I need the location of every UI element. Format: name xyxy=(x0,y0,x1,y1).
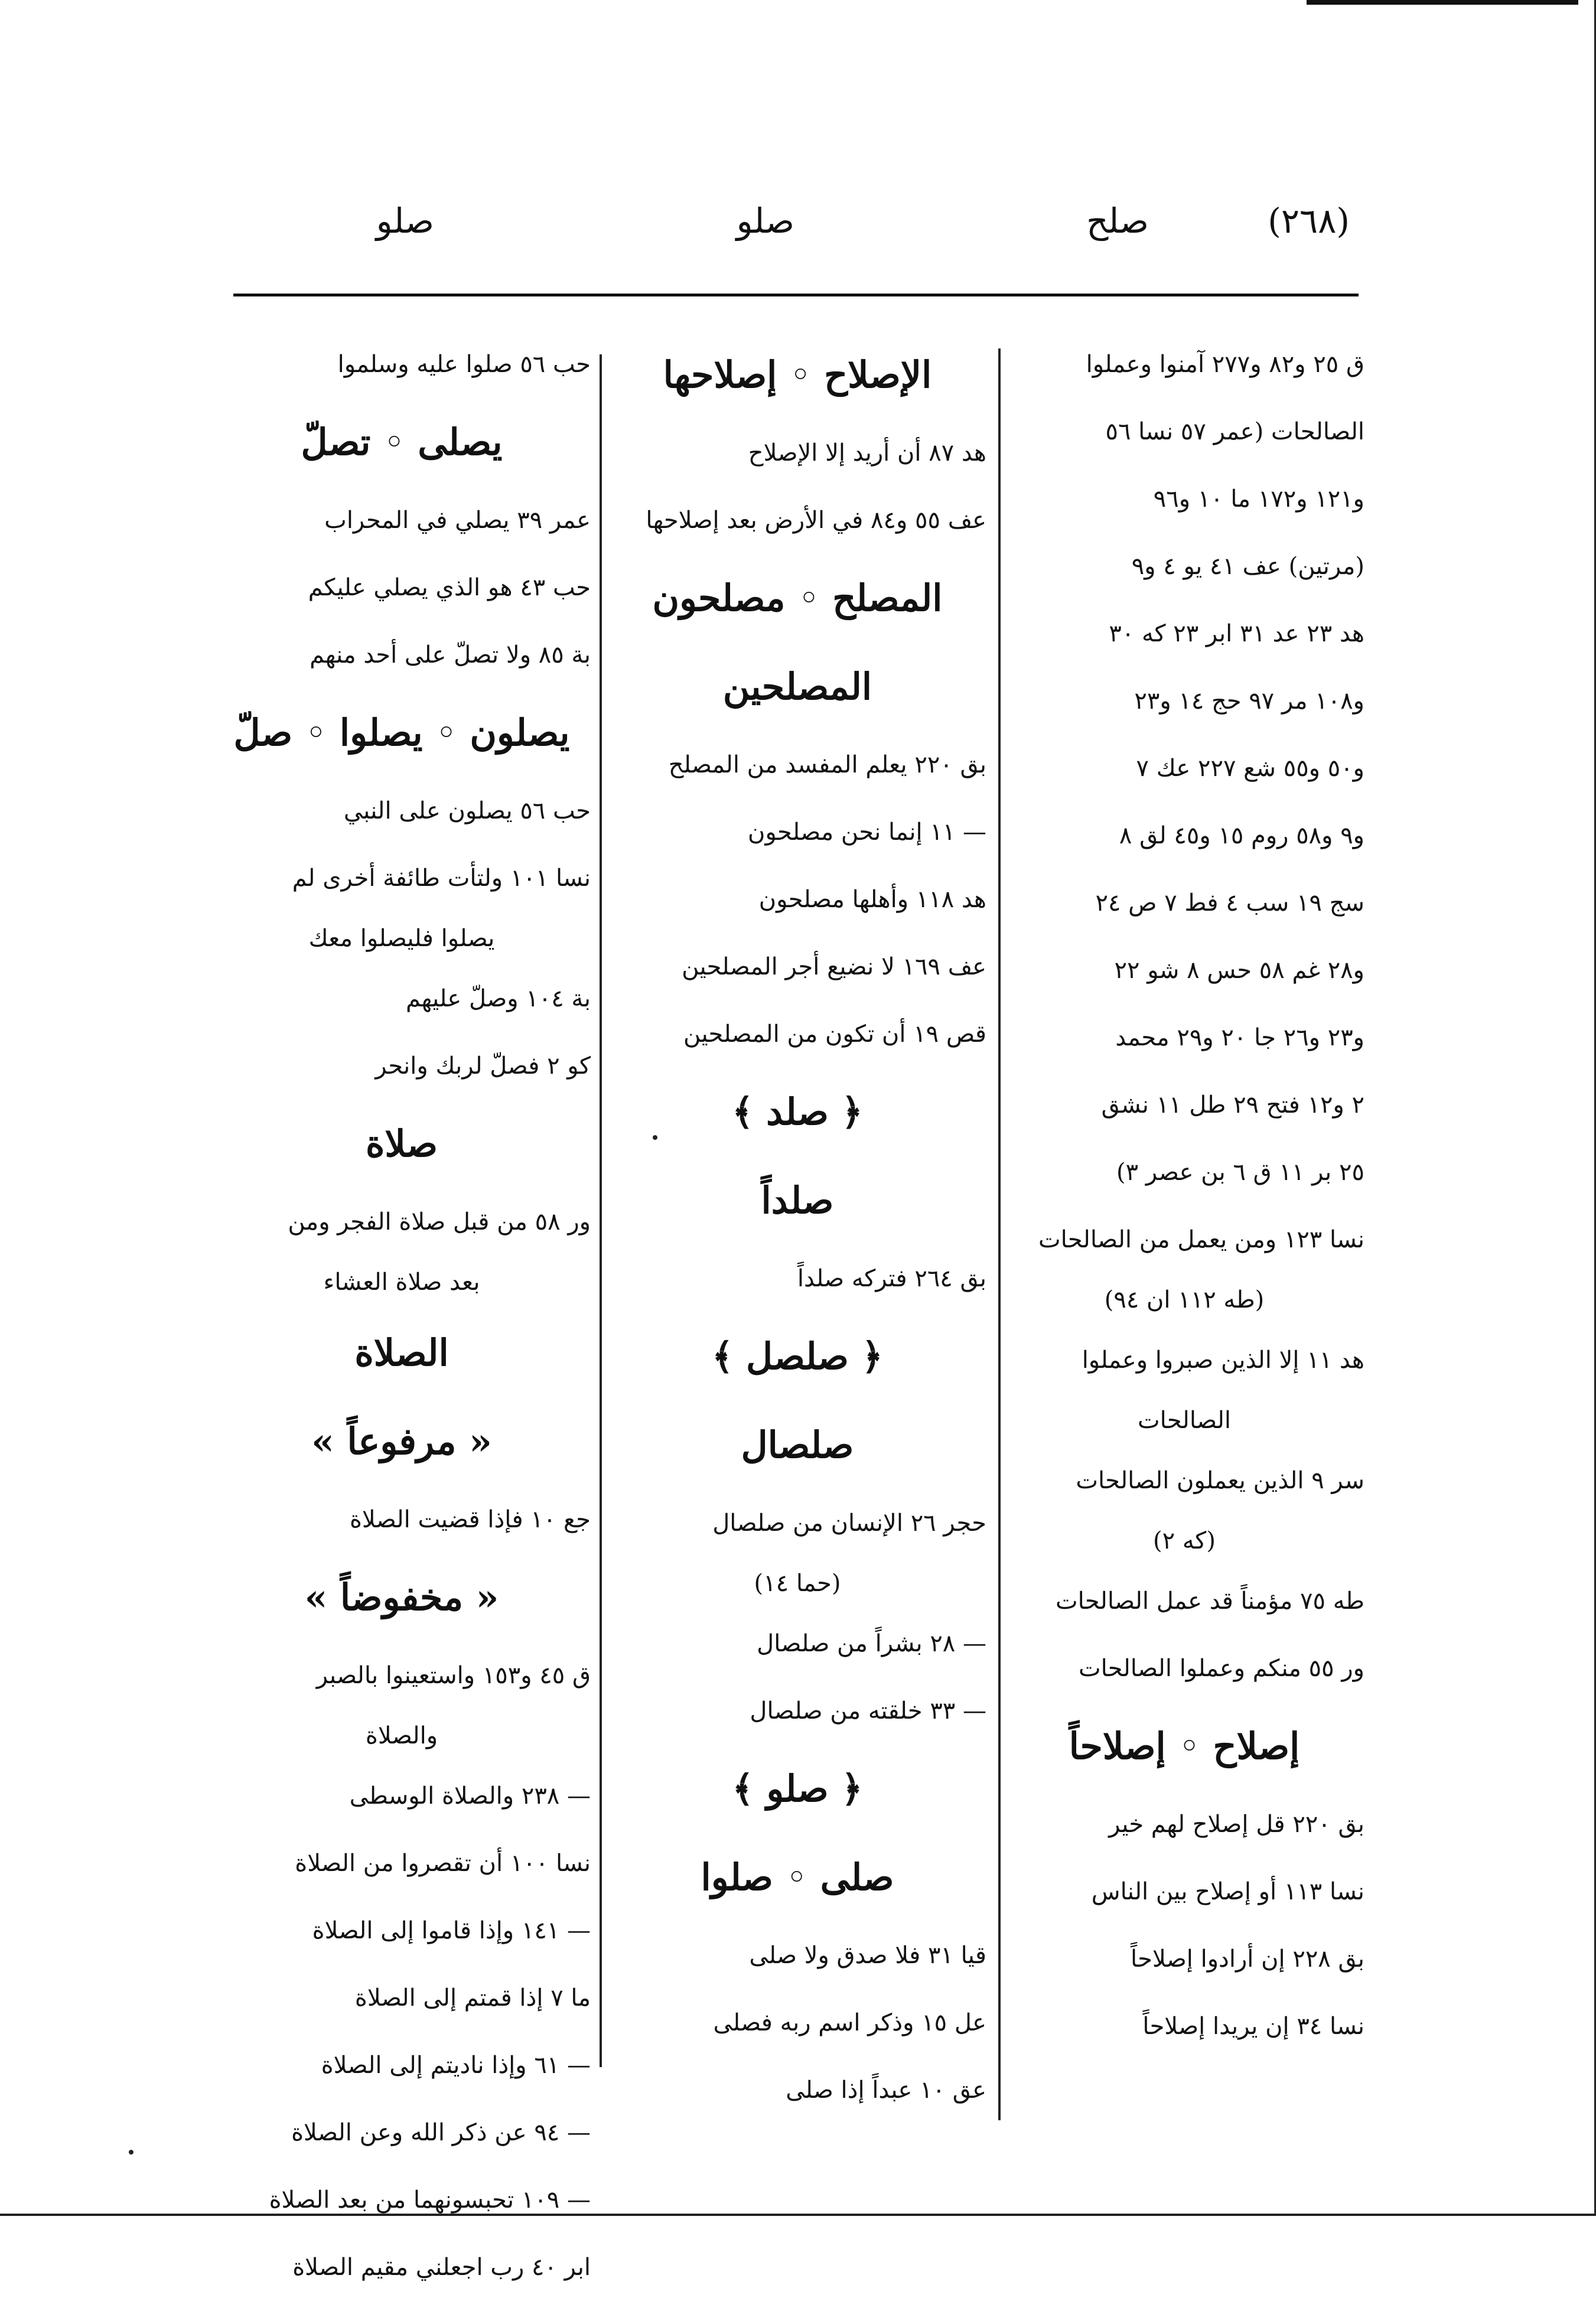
entry-line: ق ٢٥ و٨٢ و٢٧٧ آمنوا وعملوا xyxy=(1086,351,1364,378)
entry-line: قيا ٣١ فلا صدق ولا صلى xyxy=(749,1942,986,1969)
entry-heading: ﴿ صلد ﴾ xyxy=(732,1090,863,1133)
entry-line: حب ٥٦ صلوا عليه وسلموا xyxy=(337,351,591,378)
entry-line: هد ٢٣ عد ٣١ ابر ٢٣ كه ٣٠ xyxy=(1109,620,1364,647)
stray-dot xyxy=(653,1135,657,1140)
page-header xyxy=(233,201,1356,272)
entry-line: عف ١٦٩ لا نضيع أجر المصلحين xyxy=(682,953,986,980)
entry-continuation: بعد صلاة العشاء xyxy=(323,1269,480,1296)
entry-continuation: والصلاة xyxy=(365,1722,438,1749)
column-left xyxy=(213,331,591,2301)
entry-line: و٢٣ و٢٦ جا ٢٠ و٢٩ محمد xyxy=(1115,1024,1364,1051)
entry-line: حجر ٢٦ الإنسان من صلصال xyxy=(712,1510,986,1537)
entry-heading: الإصلاح ◦ إصلاحها xyxy=(663,353,932,396)
entry-line: سج ١٩ سب ٤ فط ٧ ص ٢٤ xyxy=(1095,889,1364,917)
entry-line: بة ١٠٤ وصلّ عليهم xyxy=(406,985,591,1012)
entry-heading: صلصال xyxy=(741,1423,854,1466)
entry-line: هد ١١٨ وأهلها مصلحون xyxy=(758,886,986,913)
entry-line: — ٣٣ خلقته من صلصال xyxy=(750,1697,986,1725)
entry-line: — ٩٤ عن ذكر الله وعن الصلاة xyxy=(291,2119,591,2146)
entry-heading: المصلحين xyxy=(722,665,872,708)
entry-line: ور ٥٥ منكم وعملوا الصالحات xyxy=(1078,1655,1364,1682)
entry-heading: « مخفوضاً » xyxy=(304,1576,499,1619)
entry-line: عمر ٣٩ يصلي في المحراب xyxy=(324,507,591,534)
header-root-2: صلو xyxy=(736,201,794,241)
entry-line: و١٠٨ مر ٩٧ حج ١٤ و٢٣ xyxy=(1134,687,1364,715)
entry-line: بق ٢٢٨ إن أرادوا إصلاحاً xyxy=(1131,1945,1364,1973)
column-middle xyxy=(608,331,986,2124)
entry-line: — ٦١ وإذا ناديتم إلى الصلاة xyxy=(321,2052,591,2079)
entry-line: الصالحات (عمر ٥٧ نسا ٥٦ xyxy=(1105,418,1364,445)
entry-line: و٥٠ و٥٥ شع ٢٢٧ عك ٧ xyxy=(1136,755,1364,782)
entry-continuation: (حما ١٤) xyxy=(754,1570,841,1597)
entry-continuation: الصالحات xyxy=(1137,1407,1232,1434)
page-number: (٢٦٨) xyxy=(1268,201,1350,241)
entry-line: نسا ٣٤ إن يريدا إصلاحاً xyxy=(1142,2013,1364,2040)
entry-line: و٢٨ غم ٥٨ حس ٨ شو ٢٢ xyxy=(1114,957,1364,984)
entry-line: عل ١٥ وذكر اسم ربه فصلى xyxy=(713,2009,986,2036)
entry-heading: المصلح ◦ مصلحون xyxy=(652,576,943,620)
entry-line: و٩ و٥٨ روم ١٥ و٤٥ لق ٨ xyxy=(1119,822,1364,849)
header-rule xyxy=(233,294,1359,296)
entry-line: و١٢١ و١٧٢ ما ١٠ و٩٦ xyxy=(1153,485,1364,513)
entry-line: نسا ١٠١ ولتأت طائفة أخرى لم xyxy=(292,865,591,892)
entry-heading: صلى ◦ صلوا xyxy=(701,1856,894,1899)
entry-line: هد ٨٧ أن أريد إلا الإصلاح xyxy=(748,439,986,467)
entry-line: — ١٤١ وإذا قاموا إلى الصلاة xyxy=(312,1917,591,1944)
entry-line: — ١٠٩ تحبسونهما من بعد الصلاة xyxy=(269,2186,591,2214)
column-divider-left xyxy=(600,354,602,2067)
entry-heading: ﴿ صلصل ﴾ xyxy=(712,1335,883,1378)
entry-heading: يصلون ◦ يصلوا ◦ صلّ xyxy=(233,711,570,754)
entry-heading: ﴿ صلو ﴾ xyxy=(732,1767,863,1810)
entry-line: نسا ١٠٠ أن تقصروا من الصلاة xyxy=(295,1850,591,1877)
header-root-1: صلح xyxy=(1086,201,1149,241)
entry-line: (مرتين) عف ٤١ يو ٤ و٩ xyxy=(1131,553,1364,580)
entry-heading: الصلاة xyxy=(354,1331,449,1374)
entry-line: بة ٨٥ ولا تصلّ على أحد منهم xyxy=(310,641,591,669)
entry-line: كو ٢ فصلّ لربك وانحر xyxy=(375,1052,591,1080)
entry-heading: إصلاح ◦ إصلاحاً xyxy=(1069,1725,1300,1768)
entry-line: سر ٩ الذين يعملون الصالحات xyxy=(1076,1467,1364,1494)
entry-heading: صلاة xyxy=(365,1122,438,1165)
entry-line: — ٢٨ بشراً من صلصال xyxy=(757,1630,986,1657)
entry-line: ٢ و١٢ فتح ٢٩ طل ١١ نشق xyxy=(1101,1091,1364,1119)
entry-continuation: يصلوا فليصلوا معك xyxy=(308,925,495,952)
entry-line: — ٢٣٨ والصلاة الوسطى xyxy=(349,1782,591,1810)
entry-line: حب ٤٣ هو الذي يصلي عليكم xyxy=(308,574,591,601)
entry-line: قص ١٩ أن تكون من المصلحين xyxy=(683,1021,986,1048)
entry-line: هد ١١ إلا الذين صبروا وعملوا xyxy=(1082,1347,1364,1374)
entry-line: — ١١ إنما نحن مصلحون xyxy=(747,819,986,846)
entry-line: نسا ١١٣ أو إصلاح بين الناس xyxy=(1091,1878,1364,1905)
entry-line: بق ٢٦٤ فتركه صلداً xyxy=(797,1265,986,1292)
entry-line: عف ٥٥ و٨٤ في الأرض بعد إصلاحها xyxy=(646,507,986,534)
entry-line: بق ٢٢٠ يعلم المفسد من المصلح xyxy=(668,751,986,778)
entry-line: عق ١٠ عبداً إذا صلى xyxy=(786,2077,986,2104)
column-divider-right xyxy=(998,348,1001,2120)
entry-line: ق ٤٥ و١٥٣ واستعينوا بالصبر xyxy=(316,1662,591,1689)
entry-heading: صلداً xyxy=(761,1179,834,1222)
entry-line: جع ١٠ فإذا قضيت الصلاة xyxy=(349,1506,591,1533)
scan-edge-line xyxy=(1307,0,1578,5)
entry-line: طه ٧٥ مؤمناً قد عمل الصالحات xyxy=(1055,1588,1364,1615)
column-right xyxy=(1004,331,1364,2060)
entry-heading: « مرفوعاً » xyxy=(311,1420,492,1463)
entry-line: بق ٢٢٠ قل إصلاح لهم خير xyxy=(1109,1811,1364,1838)
entry-continuation: (طه ١١٢ ان ٩٤) xyxy=(1104,1286,1265,1314)
entry-line: ٢٥ بر ١١ ق ٦ بن عصر ٣) xyxy=(1116,1159,1364,1186)
entry-line: ابر ٤٠ رب اجعلني مقيم الصلاة xyxy=(292,2254,591,2281)
entry-line: ما ٧ إذا قمتم إلى الصلاة xyxy=(354,1984,591,2012)
header-root-3: صلو xyxy=(376,201,434,241)
entry-line: حب ٥٦ يصلون على النبي xyxy=(343,797,591,824)
entry-continuation: (كه ٢) xyxy=(1153,1527,1216,1554)
entry-heading: يصلى ◦ تصلّ xyxy=(301,421,503,464)
stray-dot xyxy=(129,2150,133,2155)
entry-line: نسا ١٢٣ ومن يعمل من الصالحات xyxy=(1038,1226,1364,1253)
entry-line: ور ٥٨ من قبل صلاة الفجر ومن xyxy=(288,1208,591,1236)
